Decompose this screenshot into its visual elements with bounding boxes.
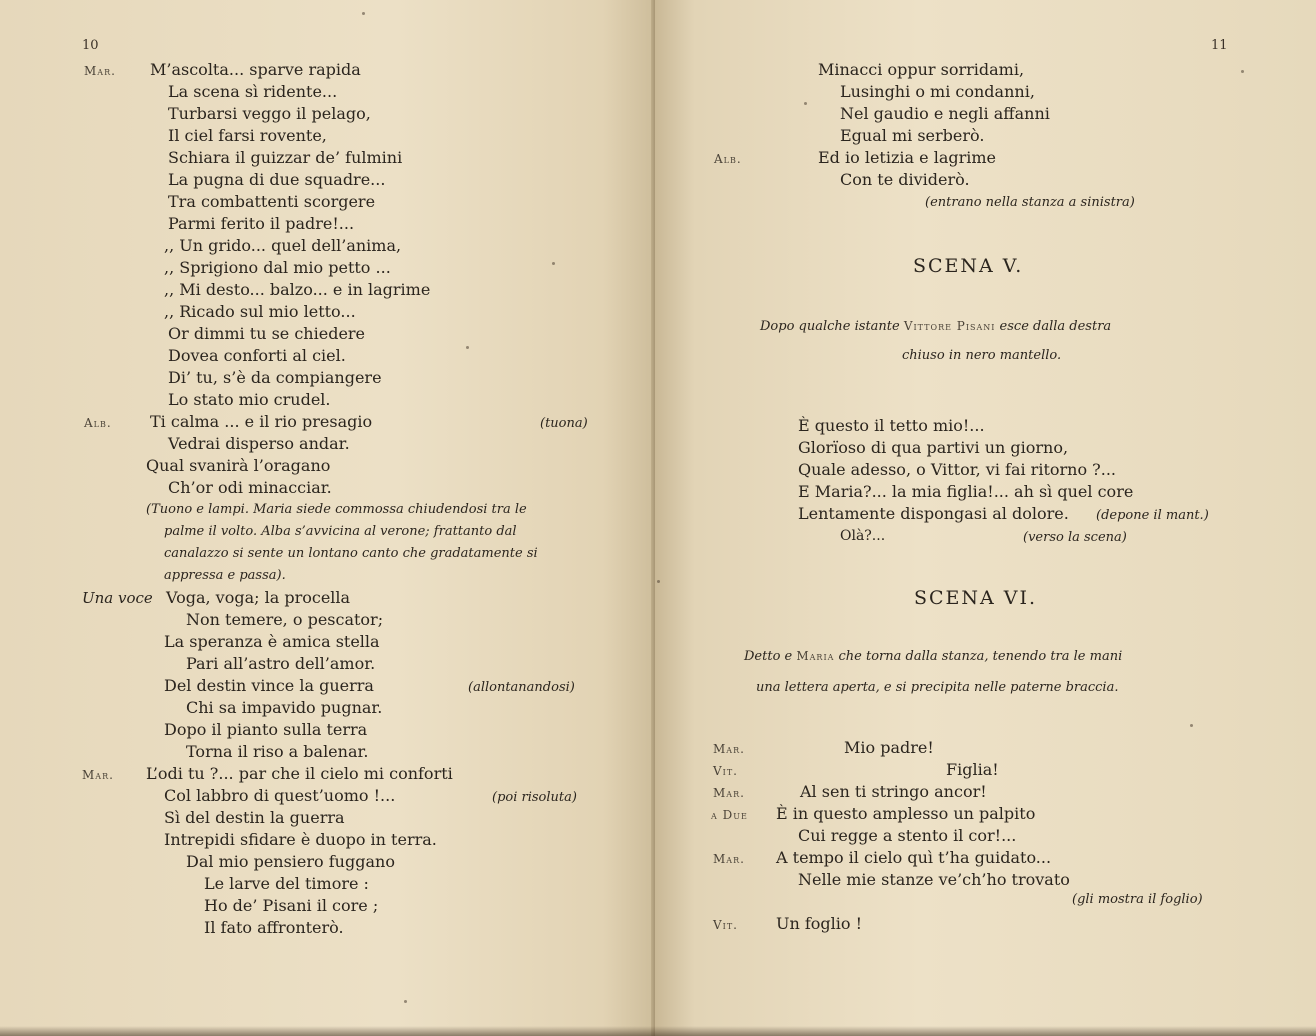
paper-speck bbox=[362, 12, 365, 15]
stage-direction: palme il volto. Alba s’avvicina al verone; frattanto dal bbox=[164, 524, 517, 539]
stage-direction: (poi risoluta) bbox=[492, 790, 577, 805]
verse-line: Lusinghi o mi condanni, bbox=[840, 82, 1035, 101]
verse-line: A tempo il cielo quì t’ha guidato... bbox=[776, 848, 1052, 867]
verse-line: La pugna di due squadre... bbox=[168, 170, 386, 189]
verse-line: Dovea conforti al ciel. bbox=[168, 346, 346, 365]
page-number: 11 bbox=[1211, 38, 1228, 53]
verse-line: Dal mio pensiero fuggano bbox=[186, 852, 395, 871]
speaker-label: Alb. bbox=[714, 152, 742, 166]
paper-speck bbox=[466, 346, 469, 349]
left-page bbox=[0, 0, 655, 1036]
page-number: 10 bbox=[82, 38, 99, 53]
verse-line: Tra combattenti scorgere bbox=[168, 192, 376, 211]
stage-direction: canalazzo si sente un lontano canto che gradatamente si bbox=[164, 546, 538, 561]
verse-line: Glorïoso di qua partivi un giorno, bbox=[798, 438, 1069, 457]
verse-line: La speranza è amica stella bbox=[164, 632, 380, 651]
verse-line: Lo stato mio crudel. bbox=[168, 390, 331, 409]
speaker-label: Vit. bbox=[713, 918, 738, 932]
stage-direction: chiuso in nero mantello. bbox=[902, 348, 1062, 363]
verse-line: ,, Un grido... quel dell’anima, bbox=[164, 236, 402, 255]
stage-direction: (verso la scena) bbox=[1023, 530, 1127, 545]
verse-line: Vedrai disperso andar. bbox=[168, 434, 350, 453]
paper-speck bbox=[804, 102, 807, 105]
verse-line: Mio padre! bbox=[844, 738, 934, 757]
stage-direction: Detto e Maria che torna dalla stanza, tenendo tra le mani bbox=[744, 649, 1123, 664]
verse-line: ,, Ricado sul mio letto... bbox=[164, 302, 356, 321]
verse-line: Nelle mie stanze ve’ch’ho trovato bbox=[798, 870, 1070, 889]
verse-line: Le larve del timore : bbox=[204, 874, 369, 893]
verse-line: Nel gaudio e negli affanni bbox=[840, 104, 1050, 123]
stage-direction: (Tuono e lampi. Maria siede commossa chiudendosi tra le bbox=[146, 502, 527, 517]
verse-line: Egual mi serberò. bbox=[840, 126, 985, 145]
character-name: Maria bbox=[796, 649, 835, 663]
scene-heading: SCENA V. bbox=[913, 255, 1024, 277]
verse-line: Con te dividerò. bbox=[840, 170, 970, 189]
verse-line: La scena sì ridente... bbox=[168, 82, 338, 101]
stage-direction: (depone il mant.) bbox=[1096, 508, 1209, 523]
verse-line: L’odi tu ?... par che il cielo mi conforti bbox=[146, 764, 453, 783]
stage-direction: (allontanandosi) bbox=[468, 680, 575, 695]
stage-direction: (entrano nella stanza a sinistra) bbox=[925, 195, 1135, 210]
verse-line: È questo il tetto mio!... bbox=[798, 416, 985, 435]
verse-line: Intrepidi sfidare è duopo in terra. bbox=[164, 830, 437, 849]
verse-line: Un foglio ! bbox=[776, 914, 863, 933]
verse-line: Olà?... bbox=[840, 528, 886, 544]
verse-line: Torna il riso a balenar. bbox=[186, 742, 369, 761]
verse-line: È in questo amplesso un palpito bbox=[776, 804, 1036, 823]
speaker-label: Mar. bbox=[713, 786, 745, 800]
verse-line: Figlia! bbox=[946, 760, 999, 779]
verse-line: Lentamente dispongasi al dolore. bbox=[798, 504, 1069, 523]
verse-line: ,, Mi desto... balzo... e in lagrime bbox=[164, 280, 431, 299]
paper-speck bbox=[404, 1000, 407, 1003]
character-name: Vittore Pisani bbox=[903, 319, 996, 333]
verse-line: Chi sa impavido pugnar. bbox=[186, 698, 383, 717]
verse-line: Schiara il guizzar de’ fulmini bbox=[168, 148, 403, 167]
verse-line: Quale adesso, o Vittor, vi fai ritorno ?... bbox=[798, 460, 1117, 479]
verse-line: Al sen ti stringo ancor! bbox=[800, 782, 987, 801]
verse-line: Or dimmi tu se chiedere bbox=[168, 324, 366, 343]
speaker-label: Mar. bbox=[84, 64, 116, 78]
verse-line: Voga, voga; la procella bbox=[166, 588, 351, 607]
speaker-label: Mar. bbox=[713, 742, 745, 756]
speaker-label: Vit. bbox=[713, 764, 738, 778]
speaker-label: Alb. bbox=[84, 416, 112, 430]
paper-speck bbox=[1190, 724, 1193, 727]
verse-line: Cui regge a stento il cor!... bbox=[798, 826, 1017, 845]
verse-line: M’ascolta... sparve rapida bbox=[150, 60, 361, 79]
verse-line: Pari all’astro dell’amor. bbox=[186, 654, 376, 673]
page-bottom-edge bbox=[0, 1026, 1316, 1036]
stage-direction: Dopo qualche istante Vittore Pisani esce dalla destra bbox=[760, 319, 1112, 334]
verse-line: Non temere, o pescator; bbox=[186, 610, 384, 629]
verse-line: Del destin vince la guerra bbox=[164, 676, 374, 695]
verse-line: Ch’or odi minacciar. bbox=[168, 478, 332, 497]
verse-line: Turbarsi veggo il pelago, bbox=[168, 104, 371, 123]
verse-line: ,, Sprigiono dal mio petto ... bbox=[164, 258, 391, 277]
paper-speck bbox=[657, 580, 660, 583]
verse-line: Il fato affronterò. bbox=[204, 918, 344, 937]
speaker-label: Una voce bbox=[82, 589, 153, 607]
speaker-label: Mar. bbox=[82, 768, 114, 782]
verse-line: Ho de’ Pisani il core ; bbox=[204, 896, 379, 915]
verse-line: Col labbro di quest’uomo !... bbox=[164, 786, 396, 805]
paper-speck bbox=[1241, 70, 1244, 73]
verse-line: Dopo il pianto sulla terra bbox=[164, 720, 368, 739]
verse-line: E Maria?... la mia figlia!... ah sì quel core bbox=[798, 482, 1134, 501]
speaker-label: Mar. bbox=[713, 852, 745, 866]
right-page bbox=[655, 0, 1316, 1036]
verse-line: Ed io letizia e lagrime bbox=[818, 148, 997, 167]
verse-line: Parmi ferito il padre!... bbox=[168, 214, 355, 233]
speaker-label: a Due bbox=[711, 808, 748, 822]
verse-line: Di’ tu, s’è da compiangere bbox=[168, 368, 382, 387]
scene-heading: SCENA VI. bbox=[914, 587, 1038, 609]
stage-direction: una lettera aperta, e si precipita nelle paterne braccia. bbox=[756, 680, 1119, 695]
stage-direction: (gli mostra il foglio) bbox=[1072, 892, 1203, 907]
paper-speck bbox=[552, 262, 555, 265]
verse-line: Ti calma ... e il rio presagio bbox=[150, 412, 373, 431]
verse-line: Sì del destin la guerra bbox=[164, 808, 345, 827]
verse-line: Il ciel farsi rovente, bbox=[168, 126, 327, 145]
stage-direction: appressa e passa). bbox=[164, 568, 286, 583]
stage-direction: (tuona) bbox=[540, 416, 588, 431]
verse-line: Qual svanirà l’oragano bbox=[146, 456, 331, 475]
verse-line: Minacci oppur sorridami, bbox=[818, 60, 1025, 79]
